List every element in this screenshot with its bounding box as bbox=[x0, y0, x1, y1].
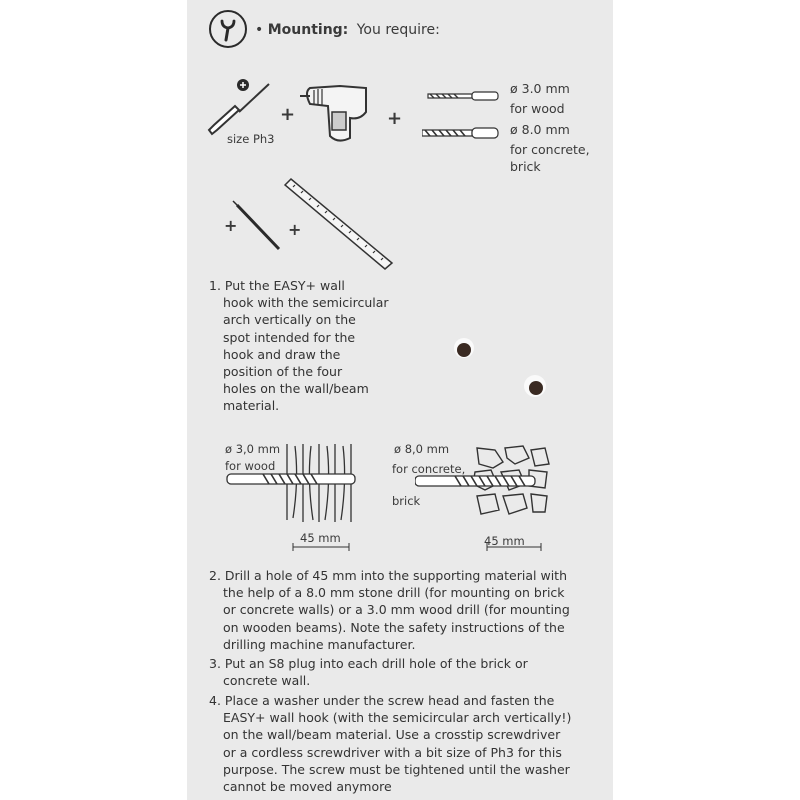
paper-holes bbox=[440, 328, 560, 413]
concrete-bit-size: ø 8,0 mm bbox=[394, 442, 450, 456]
bit1-use: for wood bbox=[510, 101, 565, 116]
wrench-icon bbox=[209, 10, 247, 48]
step-1-text: 1. Put the EASY+ wall hook with the semicircular arch vertically on the spot intended for the hook and draw the position of the four holes on the wall/beam material. bbox=[209, 278, 389, 414]
step-2-text: 2. Drill a hole of 45 mm into the supporting material with the help of a 8.0 mm stone drill (for mounting on brick or concrete walls) or a 3.0 mm wood drill (for mounting on wooden beams). Note the safety instructions of the drilling machine manufacturer. bbox=[209, 568, 570, 652]
plus-sign: + bbox=[224, 216, 238, 235]
bit2-size: ø 8.0 mm bbox=[510, 122, 570, 137]
brick-label: brick bbox=[392, 494, 421, 508]
drill-icon bbox=[300, 78, 380, 150]
concrete-bit-use: for concrete, bbox=[392, 462, 466, 476]
bit2-use-brick: brick bbox=[510, 159, 541, 174]
plus-sign: + bbox=[288, 220, 302, 239]
step-4-text: 4. Place a washer under the screw head and fasten the EASY+ wall hook (with the semicircular arch vertically!) on the wall/beam material. Use a crosstip screwdriver or a cordless screwdriver with a bit size of Ph3 for this purpose. The screw must be tightened until the washer cannot be moved anymore bbox=[209, 693, 572, 795]
plus-sign: + bbox=[387, 108, 403, 129]
pencil-and-ruler-icon bbox=[217, 175, 397, 275]
drill-bits-icon bbox=[422, 86, 507, 146]
mounting-header: • Mounting: You require: bbox=[255, 22, 440, 38]
wood-bit-use: for wood bbox=[225, 459, 276, 473]
bit2-use: for concrete, bbox=[510, 142, 590, 157]
wood-depth: 45 mm bbox=[300, 531, 341, 545]
bit1-size: ø 3.0 mm bbox=[510, 81, 570, 96]
instruction-sheet bbox=[187, 0, 613, 800]
concrete-depth: 45 mm bbox=[484, 534, 525, 548]
wood-drilling-diagram bbox=[223, 440, 373, 555]
step-3-text: 3. Put an S8 plug into each drill hole of the brick or concrete wall. bbox=[209, 656, 528, 689]
wood-bit-size: ø 3,0 mm bbox=[225, 442, 281, 456]
screwdriver-size: size Ph3 bbox=[227, 132, 275, 146]
plus-sign: + bbox=[280, 104, 296, 125]
